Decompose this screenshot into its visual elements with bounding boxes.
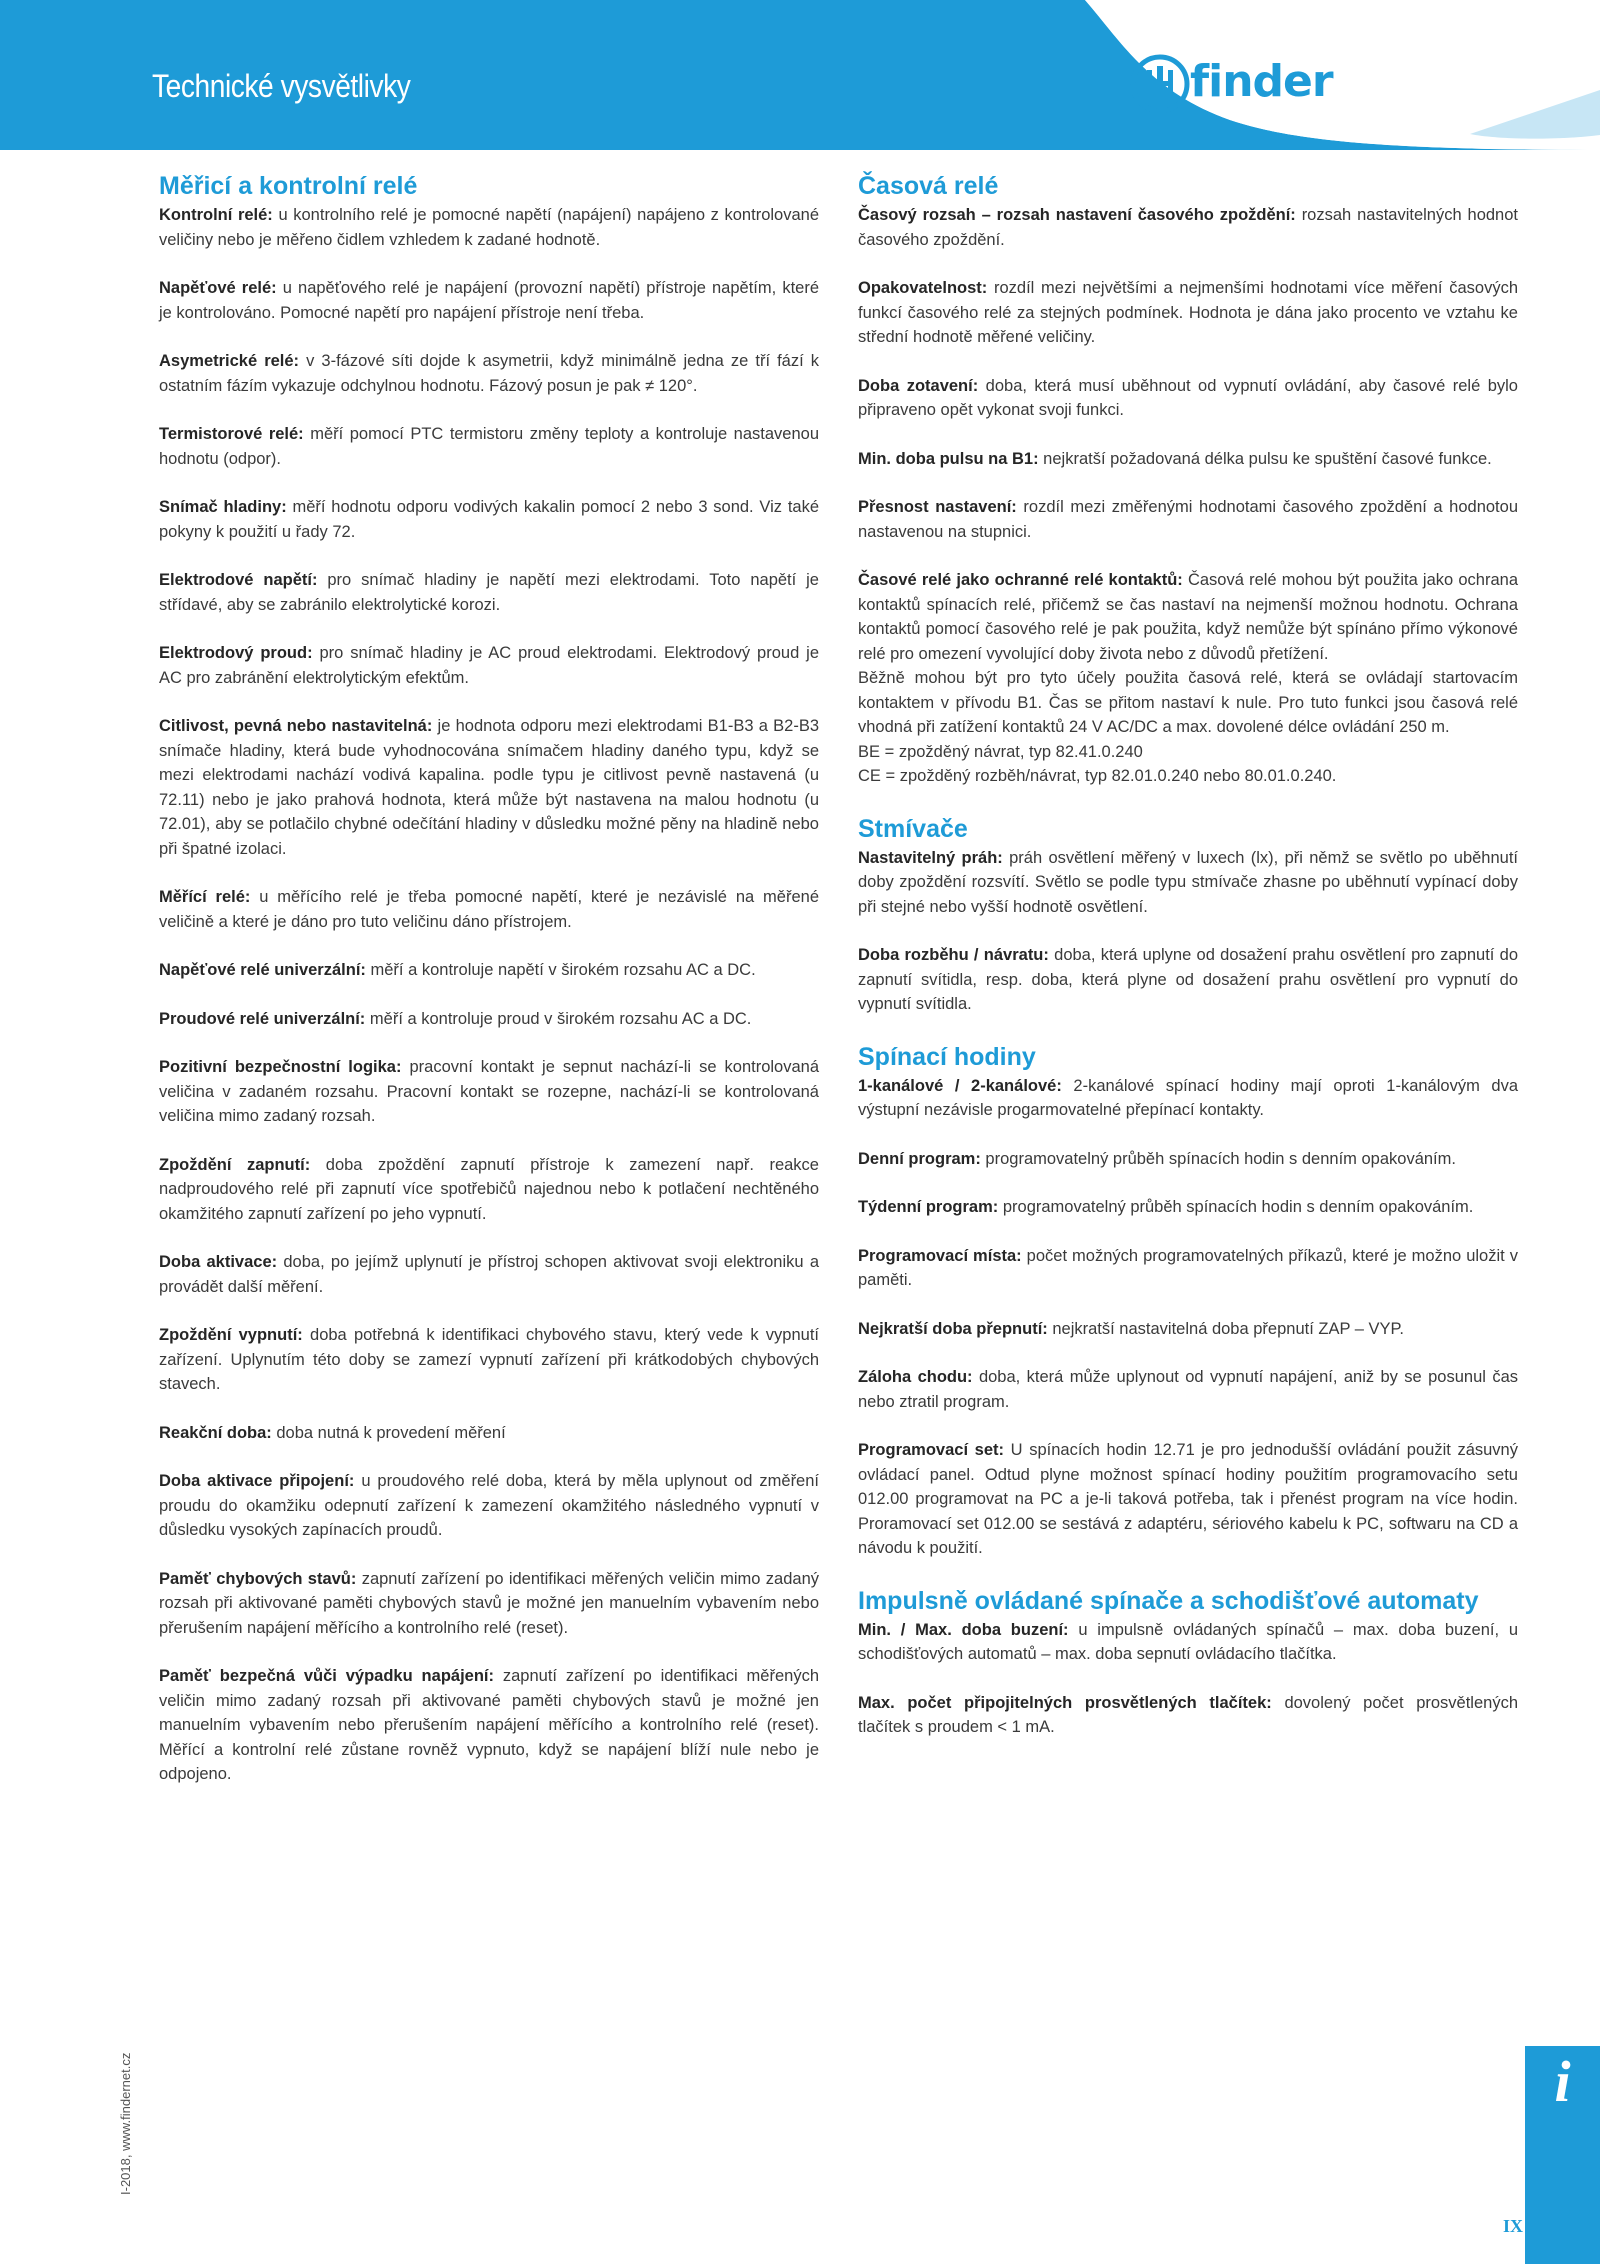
definition-paragraph bbox=[858, 374, 1518, 423]
definition-term: Napěťové relé univerzální: bbox=[159, 961, 366, 979]
definition-paragraph bbox=[159, 1469, 819, 1543]
definition-text: programovatelný průběh spínacích hodin s denním opakováním. bbox=[998, 1198, 1474, 1216]
definition-extra-line: Běžně mohou být pro tyto účely použita časová relé, která se ovládají startovacím kontaktem v přívodu B1. Čas se přitom nastaví k nule. Pro tuto funkci jsou časová relé vhodná při zatížení kontaktů 24 V AC/DC a max. dovolené délce ovládání 250 m. bbox=[858, 669, 1518, 736]
definition-term: Zpoždění zapnutí: bbox=[159, 1155, 311, 1174]
right-section bbox=[858, 1043, 1518, 1561]
definition-text: rozdíl mezi největšími a nejmenšími hodnotami více měření časových funkcí časového relé za stejných podmínek. Hodnota je dána jako procento ve vztahu ke střední hodnotě měřené veličiny. bbox=[858, 279, 1518, 346]
side-note-copyright: I-2018, www.findernet.cz bbox=[118, 2052, 133, 2195]
definition-paragraph bbox=[858, 568, 1518, 789]
definition-extra-line: CE = zpožděný rozběh/návrat, typ 82.01.0.240 nebo 80.01.0.240. bbox=[858, 767, 1337, 785]
definition-paragraph bbox=[858, 1438, 1518, 1561]
definition-paragraph bbox=[858, 1244, 1518, 1293]
definition-paragraph bbox=[159, 349, 819, 398]
definition-term: Doba zotavení: bbox=[858, 376, 979, 395]
definition-term: Časový rozsah – rozsah nastavení časového zpoždění: bbox=[858, 206, 1296, 224]
definition-paragraph bbox=[858, 1618, 1518, 1667]
definition-term: 1-kanálové / 2-kanálové: bbox=[858, 1076, 1062, 1095]
finder-logo-text: finder bbox=[1190, 56, 1333, 107]
section-heading: Časová relé bbox=[858, 172, 999, 200]
definition-term: Snímač hladiny: bbox=[159, 498, 287, 516]
right-section bbox=[858, 172, 1518, 789]
definition-text: doba, po jejímž uplynutí je přístroj schopen aktivovat svoji elektroniku a provádět další měření. bbox=[159, 1253, 819, 1296]
definition-text: doba nutná k provedení měření bbox=[271, 1423, 506, 1442]
definition-paragraph bbox=[858, 203, 1518, 252]
right-section-list bbox=[858, 172, 1518, 1740]
definition-term: Měřící relé: bbox=[159, 888, 251, 906]
definition-text: u kontrolního relé je pomocné napětí (napájení) napájeno z kontrolované veličiny nebo je měřeno čidlem vzhledem k zadané hodnotě. bbox=[159, 206, 819, 249]
definition-term: Proudové relé univerzální: bbox=[159, 1009, 366, 1028]
definition-term: Paměť bezpečná vůči výpadku napájení: bbox=[159, 1667, 494, 1685]
definition-term: Programovací set: bbox=[858, 1441, 1005, 1459]
section-heading: Spínací hodiny bbox=[858, 1042, 1036, 1071]
page-title: Technické vysvětlivky bbox=[152, 68, 411, 104]
definition-text: programovatelný průběh spínacích hodin s denním opakováním. bbox=[980, 1149, 1456, 1168]
definition-text: 2-kanálové spínací hodiny mají oproti 1-kanálovým dva výstupní nezávisle progarmovatelné přepínací kontakty. bbox=[858, 1076, 1518, 1119]
definition-text: pracovní kontakt je sepnut nachází-li se kontrolovaná veličina v zadaném rozsahu. Pracovní kontakt se rozepne, nachází-li se kontrolovaná veličina mimo zadaný rozsah. bbox=[159, 1058, 820, 1125]
definition-text: doba, která může uplynout od vypnutí napájení, aniž by se posunul čas nebo ztratil program. bbox=[858, 1368, 1518, 1411]
definition-text: Časová relé mohou být použita jako ochrana kontaktů spínacích relé, přičemž se čas nastaví na nejmenší možnou hodnotu. Ochrana kontaktů pomocí časového relé je pak použita, když nemůže být spínáno přímo výkonové relé pro omezení vyvolující doby života nebo z důvodů přetížení. bbox=[858, 571, 1518, 663]
definition-paragraph bbox=[159, 1323, 819, 1397]
definition-term: Nastavitelný práh: bbox=[858, 848, 1003, 867]
definition-paragraph bbox=[159, 1153, 819, 1227]
definition-text: doba potřebná k identifikaci chybového stavu, který vede k vypnutí zařízení. Uplynutím této doby se zamezí vypnutí zařízení při krátkodobých chybových stavech. bbox=[159, 1326, 819, 1393]
definition-paragraph bbox=[858, 495, 1518, 544]
definition-text: zapnutí zařízení po identifikaci měřených veličin mimo zadaný rozsah při aktivované paměti chybových stavů je možné jen manuelním vybavením nebo přerušením napájení měřícího a kontrolního relé (reset). bbox=[159, 1569, 819, 1637]
definition-text: doba, která musí uběhnout od vypnutí ovládání, aby časové relé bylo připraveno opět vykonat svoji funkci. bbox=[858, 376, 1518, 419]
definition-term: Kontrolní relé: bbox=[159, 206, 273, 224]
definition-paragraph bbox=[159, 1007, 819, 1032]
definition-paragraph bbox=[159, 276, 819, 325]
definition-text: v 3-fázové síti dojde k asymetrii, když minimálně jedna ze tří fází k ostatním fázím vykazuje odchylnou hodnotu. Fázový posun je pak ≠ 120°. bbox=[159, 352, 819, 395]
definition-text: měří a kontroluje napětí v širokém rozsahu AC a DC. bbox=[365, 961, 756, 979]
info-tab-label: i bbox=[1554, 2049, 1571, 2114]
definition-paragraph bbox=[159, 958, 819, 983]
section-heading-measuring-relays: Měřicí a kontrolní relé bbox=[159, 172, 418, 200]
definition-text: měří hodnotu odporu vodivých kakalin pomocí 2 nebo 3 sond. Viz také pokyny k použití u řady 72. bbox=[159, 498, 820, 541]
definition-text: pro snímač hladiny je AC proud elektrodami. Elektrodový proud je AC pro zabránění elektrolytickým efektům. bbox=[159, 644, 819, 687]
right-section bbox=[858, 1587, 1518, 1740]
definition-text: měří a kontroluje proud v širokém rozsahu AC a DC. bbox=[365, 1009, 752, 1028]
right-section bbox=[858, 815, 1518, 1017]
definition-text: je hodnota odporu mezi elektrodami B1-B3 a B2-B3 snímače hladiny, která bude vyhodnocována snímačem hladiny daného typu, když se mezi elektrodami nachází vodivá kapalina. podle typu je citlivost pevně nastavená (u 72.11) nebo je jako prahová hodnota, která může být nastavena na malou hodnotu (u 72.01), aby se potlačilo chybné odečítání hladiny v důsledku možné pěny na hladině nebo při špatné izolaci. bbox=[159, 717, 819, 858]
definition-term: Doba aktivace připojení: bbox=[159, 1472, 355, 1490]
definition-text: doba zpoždění zapnutí přístroje k zamezení např. reakce nadproudového relé při zapnutí více spotřebičů najednou nebo k potlačení nechtěného okamžitého zapnutí zařízení po jeho vypnutí. bbox=[159, 1155, 819, 1223]
definition-term: Programovací místa: bbox=[858, 1246, 1022, 1265]
definition-text: u napěťového relé je napájení (provozní napětí) přístroje napětím, které je kontrolováno. Pomocné napětí pro napájení přístroje není třeba. bbox=[159, 279, 819, 322]
definition-text: rozsah nastavitelných hodnot časového zpoždění. bbox=[858, 206, 1518, 249]
definition-paragraph bbox=[858, 1691, 1518, 1740]
definition-text: zapnutí zařízení po identifikaci měřených veličin mimo zadaný rozsah při aktivované paměti chybových stavů je možné jen manuelním vybavením nebo přerušením napájení měřícího a kontrolního relé (reset). Měřící a kontrolní relé zůstane rovněž vypnuto, když se napájení blíží nule nebo je odpojeno. bbox=[159, 1667, 819, 1783]
definition-text: doba, která uplyne od dosažení prahu osvětlení pro zapnutí do zapnutí svítidla, resp. doba, která plyne od dosažení prahu osvětlení pro vypnutí do vypnutí svítidla. bbox=[858, 946, 1518, 1013]
definition-paragraph bbox=[159, 568, 819, 617]
definition-term: Reakční doba: bbox=[159, 1423, 272, 1442]
definition-paragraph bbox=[858, 1195, 1518, 1220]
finder-logo-icon bbox=[1130, 54, 1190, 114]
definition-text: nejkratší nastavitelná doba přepnutí ZAP – VYP. bbox=[1047, 1319, 1404, 1338]
definition-text: u proudového relé doba, která by měla uplynout od změření proudu do okamžiku odepnutí zařízení k zamezení okamžitého následného vypnutí v důsledku vysokých zapínacích proudů. bbox=[159, 1472, 819, 1539]
definition-paragraph bbox=[159, 1421, 819, 1446]
definition-paragraph bbox=[159, 1055, 819, 1129]
definition-text: nejkratší požadovaná délka pulsu ke spuštění časové funkce. bbox=[1038, 449, 1492, 468]
definition-term: Nejkratší doba přepnutí: bbox=[858, 1319, 1048, 1338]
definition-paragraph bbox=[159, 203, 819, 252]
definition-paragraph bbox=[858, 846, 1518, 920]
definition-paragraph bbox=[858, 943, 1518, 1017]
definition-term: Min. doba pulsu na B1: bbox=[858, 449, 1039, 468]
definition-term: Zpoždění vypnutí: bbox=[159, 1326, 303, 1344]
page-number: IX bbox=[1502, 2216, 1523, 2236]
definition-text: dovolený počet prosvětlených tlačítek s proudem < 1 mA. bbox=[858, 1693, 1519, 1736]
definition-paragraph bbox=[858, 1074, 1518, 1123]
definition-text: u impulsně ovládaných spínačů – max. doba buzení, u schodišťových automatů – max. doba sepnutí ovládacího tlačítka. bbox=[858, 1620, 1519, 1663]
definition-text: počet možných programovatelných příkazů, které je možno uložit v paměti. bbox=[858, 1246, 1518, 1289]
section-heading: Impulsně ovládané spínače a schodišťové automaty bbox=[858, 1586, 1479, 1615]
definition-text: u měřícího relé je třeba pomocné napětí, které je nezávislé na měřené veličině a které je dáno pro tuto veličinu dáno přístrojem. bbox=[159, 888, 819, 931]
definition-term: Max. počet připojitelných prosvětlených tlačítek: bbox=[858, 1693, 1272, 1712]
definition-text: U spínacích hodin 12.71 je pro jednodušší ovládání použit zásuvný ovládací panel. Odtud plyne možnost spínací hodiny použitím programovacího setu 012.00 programovat na PC a je-li taková potřeba, tak i přenést program na více hodin. Proramovací set 012.00 se sestává z adaptéru, sériového kabelu k PC, softwaru na CD a návodu k použití. bbox=[858, 1441, 1518, 1557]
definition-extra-line: BE = zpožděný návrat, typ 82.41.0.240 bbox=[858, 742, 1143, 761]
definition-term: Pozitivní bezpečnostní logika: bbox=[159, 1058, 402, 1076]
definition-text: rozdíl mezi změřenými hodnotami časového zpoždění a hodnotou nastavenou na stupnici. bbox=[858, 498, 1518, 541]
definition-paragraph bbox=[858, 1147, 1518, 1172]
left-paragraph-list bbox=[159, 203, 819, 1787]
definition-term: Termistorové relé: bbox=[159, 425, 304, 443]
definition-text: měří pomocí PTC termistoru změny teploty a kontroluje nastavenou hodnotu (odpor). bbox=[159, 425, 820, 468]
definition-paragraph bbox=[858, 1317, 1518, 1342]
definition-paragraph bbox=[858, 276, 1518, 350]
definition-term: Týdenní program: bbox=[858, 1198, 999, 1216]
definition-paragraph bbox=[159, 885, 819, 934]
definition-paragraph bbox=[159, 641, 819, 690]
definition-paragraph bbox=[159, 714, 819, 861]
definition-term: Citlivost, pevná nebo nastavitelná: bbox=[159, 717, 433, 735]
definition-paragraph bbox=[159, 422, 819, 471]
section-heading: Stmívače bbox=[858, 814, 968, 843]
definition-paragraph bbox=[159, 1250, 819, 1299]
definition-term: Doba aktivace: bbox=[159, 1253, 278, 1271]
definition-term: Doba rozběhu / návratu: bbox=[858, 946, 1049, 964]
definition-term: Denní program: bbox=[858, 1149, 981, 1168]
finder-logo bbox=[1130, 54, 1370, 130]
definition-paragraph bbox=[858, 447, 1518, 472]
definition-term: Paměť chybových stavů: bbox=[159, 1569, 357, 1588]
info-section-tab[interactable] bbox=[1525, 2046, 1600, 2264]
definition-paragraph bbox=[159, 1664, 819, 1787]
definition-paragraph bbox=[159, 1567, 819, 1641]
definition-term: Záloha chodu: bbox=[858, 1368, 973, 1386]
page-header bbox=[0, 0, 1600, 150]
definition-term: Napěťové relé: bbox=[159, 279, 277, 297]
right-column bbox=[858, 172, 1518, 1766]
definition-paragraph bbox=[858, 1365, 1518, 1414]
left-column bbox=[159, 172, 819, 1811]
definition-term: Asymetrické relé: bbox=[159, 352, 300, 370]
definition-term: Časové relé jako ochranné relé kontaktů: bbox=[858, 571, 1183, 589]
definition-term: Elektrodové napětí: bbox=[159, 571, 318, 589]
definition-term: Elektrodový proud: bbox=[159, 644, 313, 662]
definition-paragraph bbox=[159, 495, 819, 544]
definition-term: Opakovatelnost: bbox=[858, 279, 988, 297]
definition-term: Přesnost nastavení: bbox=[858, 498, 1017, 516]
definition-text: práh osvětlení měřený v luxech (lx), při němž se světlo po uběhnutí doby zpoždění rozsvítí. Světlo se podle typu stmívače zhasne po uběhnutí vypínací doby při stejné nebo vyšší hodnotě osvětlení. bbox=[858, 848, 1519, 916]
definition-text: pro snímač hladiny je napětí mezi elektrodami. Toto napětí je střídavé, aby se zabránilo elektrolytické korozi. bbox=[159, 571, 819, 614]
definition-term: Min. / Max. doba buzení: bbox=[858, 1620, 1069, 1639]
